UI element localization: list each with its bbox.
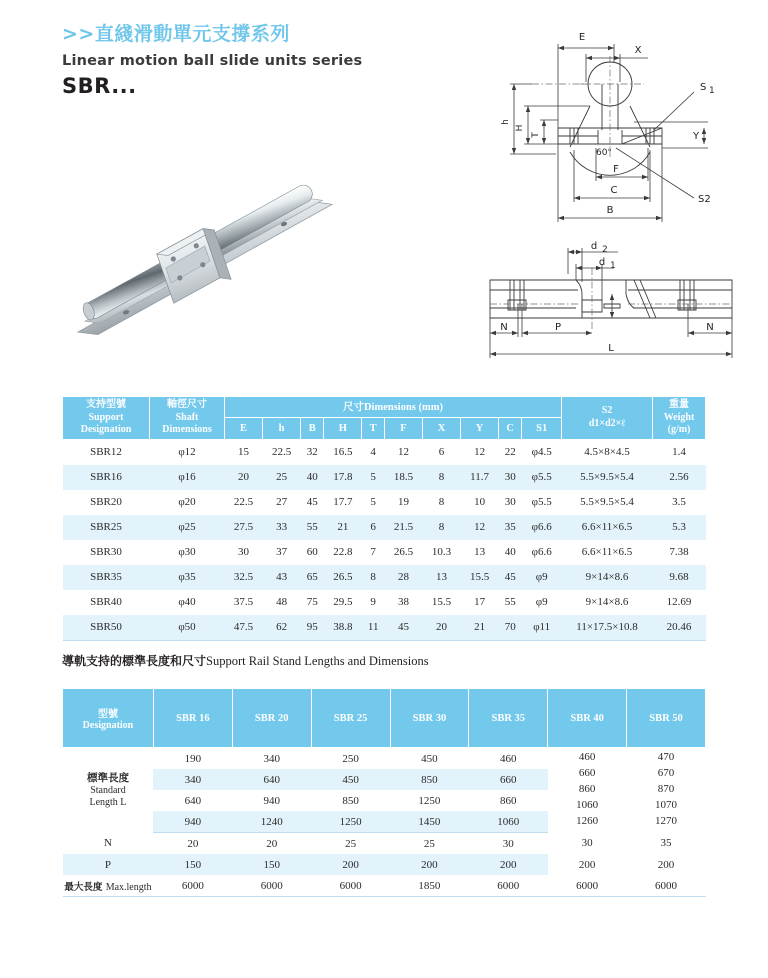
rail-lengths-table xyxy=(62,688,706,897)
dim-label-S2: S2 xyxy=(698,194,711,205)
cell-S1: φ9 xyxy=(535,596,548,608)
cell-std-length: 250 xyxy=(342,752,359,765)
cell-std-length: 660 xyxy=(469,769,548,790)
cell-H: 17.8 xyxy=(324,465,362,490)
col-group-dimensions: 尺寸Dimensions (mm) xyxy=(225,397,562,418)
cell-B: 65 xyxy=(301,565,324,590)
cell-n: 20 xyxy=(266,837,278,850)
cell-std-length: 1260 xyxy=(576,815,599,828)
row-label-standard-length-en1: Standard xyxy=(90,784,126,796)
cell-max-length: 6000 xyxy=(311,875,390,897)
cell-B: 60 xyxy=(306,546,318,558)
cell-max-length: 6000 xyxy=(548,875,627,897)
cell-Y: 15.5 xyxy=(461,565,499,590)
std-length-row xyxy=(63,748,706,770)
cell-designation: SBR35 xyxy=(63,565,150,590)
cell-std-length: 1240 xyxy=(232,811,311,833)
cell-B: 95 xyxy=(301,615,324,641)
dimensions-table xyxy=(62,396,706,641)
cell-T: 9 xyxy=(370,596,376,608)
dim-label-d1-sub: 1 xyxy=(610,261,616,271)
cell-S2: 5.5×9.5×5.4 xyxy=(562,465,653,490)
cell-h: 62 xyxy=(263,615,301,641)
table-row xyxy=(63,465,706,490)
dim-label-d2-sub: 2 xyxy=(602,245,608,255)
cell-std-length: 190 xyxy=(184,752,202,765)
cell-std-length: 1270 xyxy=(655,815,678,828)
cell-S1: φ11 xyxy=(522,615,562,641)
cell-C: 30 xyxy=(499,465,522,490)
cell-B: 55 xyxy=(301,515,324,540)
product-photo xyxy=(55,183,355,348)
cell-Y: 13 xyxy=(474,546,486,558)
cell-E: 32.5 xyxy=(225,565,263,590)
cell-designation: SBR16 xyxy=(63,465,150,490)
cell-C: 35 xyxy=(499,515,522,540)
cell-F: 18.5 xyxy=(384,465,422,490)
cell-S1: φ6.6 xyxy=(522,515,562,540)
cell-std-length: 460 xyxy=(500,752,517,765)
cell-std-length: 340 xyxy=(153,769,232,790)
cell-F: 28 xyxy=(384,565,422,590)
cell-Y: 12 xyxy=(461,515,499,540)
cell-X: 20 xyxy=(423,615,461,641)
cell-std-length: 940 xyxy=(263,794,280,807)
cell-S2: 6.6×11×6.5 xyxy=(562,515,653,540)
dim-label-H: H xyxy=(515,124,525,132)
cell-T: 11 xyxy=(362,615,385,641)
cell-std-length: 940 xyxy=(153,811,232,833)
cell-shaft: φ30 xyxy=(178,546,196,558)
col-s2: S2 d1×d2×ℓ xyxy=(562,397,653,440)
cell-S1: φ9 xyxy=(522,565,562,590)
cell-C: 70 xyxy=(499,615,522,641)
col-support-designation: 支持型號 Support Designation xyxy=(63,397,150,440)
cell-T: 8 xyxy=(362,565,385,590)
cell-E: 30 xyxy=(238,546,250,558)
dim-label-S1-sub: 1 xyxy=(709,86,715,96)
cell-S1: φ5.5 xyxy=(531,496,552,508)
cell-std-length: 670 xyxy=(657,767,675,780)
dim-label-P: P xyxy=(554,322,562,333)
row-label-max-length-en: Max.length xyxy=(105,881,152,893)
cell-p: 200 xyxy=(390,854,469,875)
row-label-standard-length-cn: 標準長度 xyxy=(86,771,129,784)
cell-S2: 9×14×8.6 xyxy=(585,596,629,608)
cell-std-length-group xyxy=(548,748,627,833)
cell-n: 30 xyxy=(581,837,593,850)
cell-p: 150 xyxy=(153,854,232,875)
cell-weight: 7.38 xyxy=(669,546,689,558)
cell-B: 45 xyxy=(306,496,318,508)
cell-F: 38 xyxy=(397,596,409,608)
cell-std-length: 870 xyxy=(657,783,675,796)
cell-S2: 4.5×8×4.5 xyxy=(562,439,653,465)
cell-max-length: 1850 xyxy=(390,875,469,897)
cell-C: 30 xyxy=(504,496,516,508)
cell-designation: SBR12 xyxy=(63,439,150,465)
cell-std-length: 450 xyxy=(421,752,438,765)
table-row xyxy=(63,515,706,540)
cell-n: 25 xyxy=(345,837,357,850)
cell-designation: SBR20 xyxy=(90,496,122,508)
cell-S2: 11×17.5×10.8 xyxy=(562,615,653,641)
col-sbr-30: SBR 30 xyxy=(390,689,469,748)
cell-X: 6 xyxy=(423,439,461,465)
col-sbr-40: SBR 40 xyxy=(548,689,627,748)
cell-H: 38.8 xyxy=(324,615,362,641)
cell-shaft: φ50 xyxy=(150,615,225,641)
row-label-standard-length-en2: Length L xyxy=(89,796,127,808)
table-row xyxy=(63,490,706,515)
rail-lengths-table-header xyxy=(63,689,706,748)
cell-Y: 11.7 xyxy=(461,465,499,490)
cell-h: 33 xyxy=(263,515,301,540)
dim-label-d1: d xyxy=(598,257,606,268)
cell-H: 22.8 xyxy=(333,546,353,558)
dimensions-table-header xyxy=(63,397,706,440)
dim-label-N-left: N xyxy=(500,322,508,333)
cell-std-length: 850 xyxy=(342,794,359,807)
cell-E: 27.5 xyxy=(225,515,263,540)
cell-F: 12 xyxy=(384,439,422,465)
col-weight: 重量 Weight (g/m) xyxy=(653,397,706,440)
spec-row xyxy=(63,833,706,855)
cell-p: 200 xyxy=(469,854,548,875)
cell-std-length: 460 xyxy=(578,751,596,764)
section-caption-chinese: 導軌支持的標準長度和尺寸 xyxy=(62,654,207,668)
cell-E: 22.5 xyxy=(233,496,254,508)
cell-F: 26.5 xyxy=(393,546,414,558)
cell-shaft: φ40 xyxy=(178,596,196,608)
cell-X: 10.3 xyxy=(431,546,452,558)
col-X: X xyxy=(423,418,461,439)
row-label-standard-length xyxy=(63,748,154,833)
dim-label-60deg: 60° xyxy=(596,148,612,158)
cell-S2: 6.6×11×6.5 xyxy=(581,546,633,558)
cell-max-length: 6000 xyxy=(627,875,706,897)
cell-F: 19 xyxy=(397,496,409,508)
cell-C: 55 xyxy=(504,596,516,608)
col-sbr-35: SBR 35 xyxy=(469,689,548,748)
dim-label-d2: d xyxy=(590,241,598,252)
page-title-english: Linear motion ball slide units series xyxy=(62,52,363,69)
cell-h: 25 xyxy=(263,465,301,490)
rail-lengths-table-body xyxy=(63,748,706,897)
dim-label-T: T xyxy=(531,132,541,138)
cell-H: 17.7 xyxy=(333,496,353,508)
col-sbr-16: SBR 16 xyxy=(153,689,232,748)
cell-C: 40 xyxy=(504,546,516,558)
cell-X: 8 xyxy=(423,515,461,540)
dimensions-table-body xyxy=(63,439,706,640)
cell-std-length: 850 xyxy=(390,769,469,790)
cell-h: 43 xyxy=(263,565,301,590)
cell-weight: 3.5 xyxy=(672,496,686,508)
cell-std-length: 660 xyxy=(578,767,596,780)
col-E: E xyxy=(225,418,263,439)
col-h: h xyxy=(263,418,301,439)
cell-max-length: 6000 xyxy=(469,875,548,897)
cell-max-length: 6000 xyxy=(232,875,311,897)
col-sbr-20: SBR 20 xyxy=(232,689,311,748)
dim-label-X: X xyxy=(634,45,642,56)
dim-label-F: F xyxy=(613,164,619,175)
cell-E: 47.5 xyxy=(225,615,263,641)
cell-S2: 9×14×8.6 xyxy=(562,565,653,590)
cell-std-length: 1060 xyxy=(469,811,548,833)
cell-X: 8 xyxy=(438,496,445,508)
cell-T: 6 xyxy=(362,515,385,540)
row-label-max-length: 最大長度 Max.length xyxy=(63,875,154,897)
dim-label-N-right: N xyxy=(706,322,714,333)
cell-h: 37 xyxy=(276,546,288,558)
cell-T: 7 xyxy=(370,546,376,558)
cell-Y: 10 xyxy=(474,496,486,508)
cell-n: 30 xyxy=(502,837,514,850)
cell-B: 40 xyxy=(301,465,324,490)
dim-label-C: C xyxy=(610,185,618,196)
cell-n: 20 xyxy=(187,837,199,850)
cell-H: 29.5 xyxy=(333,596,353,608)
cell-E: 20 xyxy=(225,465,263,490)
cell-p: 150 xyxy=(232,854,311,875)
cell-std-length-group xyxy=(627,748,706,833)
table-row xyxy=(63,615,706,641)
cell-S1: φ6.6 xyxy=(531,546,552,558)
cell-weight: 9.68 xyxy=(653,565,706,590)
cell-Y: 21 xyxy=(461,615,499,641)
cell-C: 45 xyxy=(499,565,522,590)
cell-std-length: 640 xyxy=(232,769,311,790)
spec-row xyxy=(63,854,706,875)
cell-weight: 2.56 xyxy=(653,465,706,490)
cell-H: 21 xyxy=(324,515,362,540)
cell-designation: SBR50 xyxy=(63,615,150,641)
side-view-drawing xyxy=(468,238,754,363)
cross-section-drawing xyxy=(498,22,746,227)
col-H: H xyxy=(324,418,362,439)
cell-T: 5 xyxy=(362,465,385,490)
cell-T: 5 xyxy=(370,496,376,508)
cell-p: 200 xyxy=(311,854,390,875)
cell-X: 8 xyxy=(423,465,461,490)
col-F: F xyxy=(384,418,422,439)
col-sbr-50: SBR 50 xyxy=(627,689,706,748)
cell-B: 75 xyxy=(306,596,318,608)
cell-shaft: φ20 xyxy=(178,496,196,508)
row-label-n: N xyxy=(103,837,112,850)
cell-std-length: 340 xyxy=(263,752,280,765)
table-row xyxy=(63,439,706,465)
cell-p: 200 xyxy=(657,858,675,871)
cell-F: 45 xyxy=(384,615,422,641)
cell-n: 25 xyxy=(423,837,435,850)
col-designation: 型號 Designation xyxy=(63,689,154,748)
col-C: C xyxy=(499,418,522,439)
cell-weight: 1.4 xyxy=(653,439,706,465)
cell-weight: 12.69 xyxy=(666,596,692,608)
cell-S1: φ4.5 xyxy=(522,439,562,465)
cell-B: 32 xyxy=(301,439,324,465)
table-row xyxy=(63,540,706,565)
cell-Y: 12 xyxy=(461,439,499,465)
cell-n: 35 xyxy=(660,837,672,850)
dim-label-S1: S xyxy=(700,82,707,93)
cell-max-length: 6000 xyxy=(153,875,232,897)
cell-h: 22.5 xyxy=(263,439,301,465)
dim-label-B: B xyxy=(606,205,614,216)
cell-C: 22 xyxy=(499,439,522,465)
cell-Y: 17 xyxy=(474,596,486,608)
model-series-label: SBR... xyxy=(62,73,137,98)
cell-S1: φ5.5 xyxy=(522,465,562,490)
cell-F: 21.5 xyxy=(384,515,422,540)
cell-shaft: φ12 xyxy=(150,439,225,465)
dim-label-h: h xyxy=(501,119,511,125)
cell-shaft: φ25 xyxy=(150,515,225,540)
cell-h: 27 xyxy=(276,496,288,508)
cell-designation: SBR25 xyxy=(63,515,150,540)
max-length-row xyxy=(63,875,706,897)
dim-label-L: L xyxy=(608,343,614,354)
col-Y: Y xyxy=(461,418,499,439)
dim-label-E: E xyxy=(578,32,586,43)
cell-std-length: 1070 xyxy=(655,799,678,812)
row-label-p: P xyxy=(63,854,154,875)
cell-std-length: 1250 xyxy=(311,811,390,833)
page-header xyxy=(62,24,362,98)
cell-E: 37.5 xyxy=(233,596,254,608)
cell-designation: SBR30 xyxy=(90,546,122,558)
col-S1: S1 xyxy=(522,418,562,439)
cell-std-length: 860 xyxy=(500,794,517,807)
cell-shaft: φ35 xyxy=(150,565,225,590)
col-B: B xyxy=(301,418,324,439)
cell-p: 200 xyxy=(578,858,596,871)
col-T: T xyxy=(362,418,385,439)
cell-T: 4 xyxy=(362,439,385,465)
cell-E: 15 xyxy=(225,439,263,465)
cell-std-length: 640 xyxy=(184,794,202,807)
cell-std-length: 470 xyxy=(657,751,675,764)
section-caption-english: Support Rail Stand Lengths and Dimensions xyxy=(206,654,429,668)
cell-weight: 5.3 xyxy=(653,515,706,540)
cell-shaft: φ16 xyxy=(150,465,225,490)
col-shaft-dimensions: 軸徑尺寸 Shaft Dimensions xyxy=(150,397,225,440)
cell-std-length: 1250 xyxy=(418,794,441,807)
cell-X: 15.5 xyxy=(431,596,452,608)
page-title-chinese: >>直綫滑動單元支撐系列 xyxy=(62,23,290,45)
cell-std-length: 1450 xyxy=(390,811,469,833)
cell-H: 16.5 xyxy=(324,439,362,465)
cell-S2: 5.5×9.5×5.4 xyxy=(580,496,634,508)
table-row xyxy=(63,565,706,590)
cell-std-length: 860 xyxy=(578,783,596,796)
dim-label-Y: Y xyxy=(692,131,700,142)
col-sbr-25: SBR 25 xyxy=(311,689,390,748)
section-caption xyxy=(62,652,429,669)
cell-std-length: 450 xyxy=(311,769,390,790)
cell-X: 13 xyxy=(423,565,461,590)
cell-weight: 20.46 xyxy=(653,615,706,641)
cell-h: 48 xyxy=(276,596,288,608)
cell-designation: SBR40 xyxy=(90,596,122,608)
table-row xyxy=(63,590,706,615)
cell-std-length: 1060 xyxy=(576,799,599,812)
cell-H: 26.5 xyxy=(324,565,362,590)
